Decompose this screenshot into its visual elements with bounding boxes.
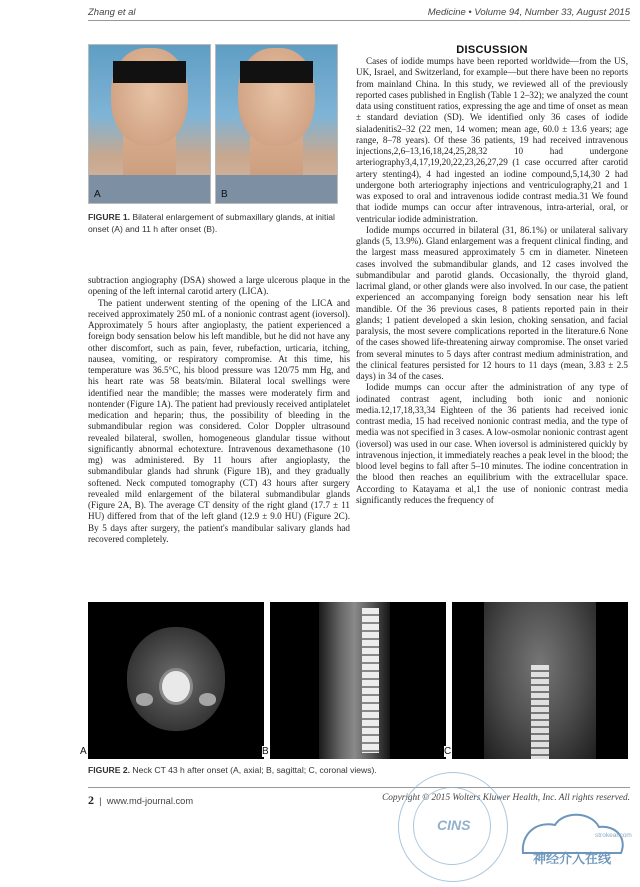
- ct-coronal-panel: [444, 602, 628, 759]
- figure-2-ct-scans: [80, 602, 628, 759]
- figure-2-caption-label: FIGURE 2.: [88, 765, 131, 775]
- figure-2-caption-text: Neck CT 43 h after onset (A, axial; B, sagittal; C, coronal views).: [130, 765, 377, 775]
- footer-left: 2 | www.md-journal.com: [88, 793, 194, 807]
- figure-1-photos: [88, 44, 338, 204]
- left-column: [88, 275, 350, 545]
- figure-1-panel-label: A: [94, 189, 101, 200]
- figure-2-panel-label: C: [444, 746, 452, 757]
- journal-site-link[interactable]: www.md-journal.com: [106, 796, 194, 806]
- right-column: [356, 56, 628, 506]
- figure-1-caption-text: Bilateral enlargement of submaxillary glands, at initial onset (A) and 11 h after onset (B).: [88, 212, 335, 234]
- body-paragraph: The patient underwent stenting of the opening of the LICA and received approximately 250 mL of a nonionic contrast agent (ioversol). Approximately 5 hours after angioplasty, the patient experienced a foreign body sensation below his left mandible, but he did not have any other discomfort, such as pain, fever, rubefaction, urticaria, itching, nausea, vomiting, or respiratory compromise. At this time, his temperature was 36.5°C, his blood pressure was 120/75 mm Hg, and his heart rate was 58 beats/min. Bilateral local swellings were identified near the mandible; the masses were moderately firm and nontender (Figure 1A). The patient had previously received antiplatelet medication and heparin; thus, the possibility of bleeding in the submandibular region was considered. Color Doppler ultrasound revealed bilateral, swollen, homogeneous glandular tissue without significantly abnormal echotexture. Intravenous dexamethasone (10 mg) was administered. By 11 hours after angioplasty, the submandibular glands had shrunk (Figure 1B), and they gradually softened. Neck computed tomography (CT) 43 hours after surgery revealed mild enlargement of the bilateral submandibular glands (Figure 2A, B). The average CT density of the right gland (17.7 ± 11 HU) differed from that of the left gland (12.9 ± 9.0 HU) (Figure 2C). By 5 days after surgery, the patient's mandibular salivary glands had recovered completely.: [88, 297, 350, 544]
- ct-axial-panel: [80, 602, 264, 759]
- anonymization-bar: [113, 61, 186, 83]
- running-head: [88, 7, 630, 21]
- header-rule: [88, 20, 630, 21]
- running-head-author: Zhang et al: [88, 7, 136, 18]
- footer-rule: [88, 787, 630, 788]
- ct-sagittal-panel: [262, 602, 446, 759]
- body-paragraph: Iodide mumps occurred in bilateral (31, 86.1%) or unilateral salivary glands (5, 13.9%). Gland enlargement was a frequent clinical finding, and the largest mass measured approximately 5 cm in diameter. Nineteen cases involved the submandibular glands, and 12 cases involved the submandibular and parotid glands. Occasionally, the thyroid gland, lacrimal gland, or other glands were also involved. In our case, the patient experienced an accompanying foreign body sensation near his left mandible. Of the 36 previous cases, 8 patients reported pain in their glands; 1 patient developed a skin lesion, choking sensation, and facial paralysis, the most severe complications reported in the literature.6 None of the cases showed life-threatening airway compromise. The onset varied from several minutes to 5 days after contrast medium administration, and the clinical features persisted for 12 hours to 11 days (mean, 3.83 ± 2.5 days) in 34 of the cases.: [356, 224, 628, 381]
- figure-1-panel-label: B: [221, 189, 228, 200]
- seal-text: CINS: [437, 817, 471, 833]
- body-paragraph: Iodide mumps can occur after the administration of any type of iodinated contrast agent, including both ionic and nonionic media.12,17,18,33,34 Eighteen of the 36 patients had received ionic contrast media, 15 had received nonionic contrast media, and the type of media was not specified in 3 cases. A low-osmolar nonionic contrast agent (ioversol) was used in our case. When ioversol is administered quickly by intravenous injection, it immediately reaches a peak level in the blood; the blood level begins to fall after 5–10 minutes. The iodine concentration in the blood then reaches an equilibrium with the extracellular space. According to Katayama et al,1 the use of nonionic contrast media significantly reduces the frequency of: [356, 382, 628, 505]
- running-head-journal: Medicine • Volume 94, Number 33, August 2015: [427, 7, 630, 18]
- figure-2-caption: [88, 765, 628, 777]
- logo-url-text: strokeai.com: [595, 832, 632, 839]
- figure-1-caption: [88, 212, 340, 235]
- figure-2-panel-label: A: [80, 746, 87, 757]
- copyright-notice: Copyright © 2015 Wolters Kluwer Health, Inc. All rights reserved.: [382, 793, 630, 803]
- logo-text: 神经介入在线: [533, 852, 612, 867]
- anonymization-bar: [240, 61, 313, 83]
- body-paragraph: subtraction angiography (DSA) showed a large ulcerous plaque in the opening of the left internal carotid artery (LICA).: [88, 275, 350, 297]
- society-seal-watermark: [398, 772, 508, 882]
- brand-logo-watermark: [513, 805, 633, 877]
- figure-2-panel-label: B: [262, 746, 269, 757]
- body-paragraph: Cases of iodide mumps have been reported worldwide—from the US, UK, Israel, and Switzerland, for example—but there have been no reports from mainland China. In this study, we reviewed all of the previously reported cases published in English (Table 1 2–32); we analyzed the count data using constituent ratios, expressing the age and time of onset as mean ± standard deviation (SD). We identified only 36 cases of iodide sialadenitis2–32 (22 men, 14 women; mean age, 60.0 ± 13.6 years; age range, 8–78 years). Of these 36 patients, 19 had received intravenous injections,2,6–13,16,18,24,25,28,32 10 had undergone arteriography3,4,17,19,20,22,23,26,27,29 (1 case occurred after carotid artery stenting4), 4 had ingested an iodine compound,5,14,30 2 had undergone both arteriography injections and ventriculography,21 and 1 was exposed to oral and intravenous iodide contrast media.31 We found that iodide mumps can occur after intravenous, intra-arterial, oral, or ventricular iodide administration.: [356, 56, 628, 224]
- figure-1-panel-b: [215, 44, 338, 204]
- section-heading: DISCUSSION: [456, 44, 528, 56]
- figure-1-caption-label: FIGURE 1.: [88, 212, 131, 222]
- figure-1-panel-a: [88, 44, 211, 204]
- page-number: 2: [88, 793, 94, 807]
